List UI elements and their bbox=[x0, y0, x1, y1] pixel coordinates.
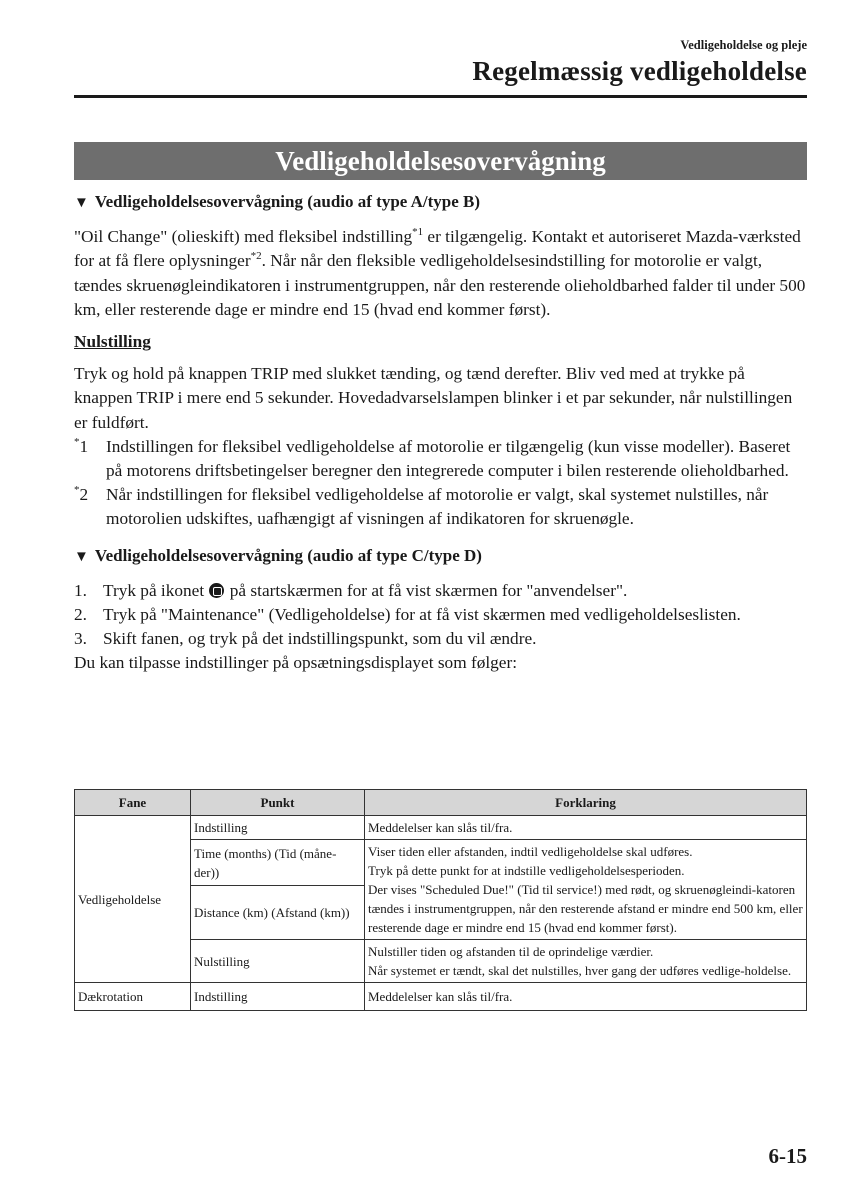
down-triangle-icon: ▼ bbox=[74, 195, 89, 211]
step-list bbox=[74, 579, 807, 652]
table-header-row bbox=[75, 790, 807, 816]
header-rule bbox=[74, 95, 807, 98]
forklaring-cell: Nulstiller tiden og afstanden til de oprindelige værdier. Når systemet er tændt, skal det nulstilles, hver gang der udføres vedlige-holdelse. bbox=[365, 940, 807, 983]
punkt-cell: Indstilling bbox=[191, 983, 365, 1011]
section2-heading: ▼ Vedligeholdelsesovervågning (audio af type C/type D) bbox=[74, 545, 482, 565]
punkt-cell: Nulstilling bbox=[191, 940, 365, 983]
section-banner: Vedligeholdelsesovervågning bbox=[74, 142, 807, 180]
reset-heading: Nulstilling bbox=[74, 332, 151, 352]
maintenance-table bbox=[74, 789, 807, 1011]
column-header-fane: Fane bbox=[75, 790, 191, 816]
list-item: 2. Tryk på "Maintenance" (Vedligeholdelse) for at få vist skærmen med vedligeholdelseslisten. bbox=[74, 605, 741, 625]
column-header-forklaring: Forklaring bbox=[365, 790, 807, 816]
punkt-cell: Indstilling bbox=[191, 816, 365, 840]
chapter-label: Vedligeholdelse og pleje bbox=[680, 38, 807, 52]
tab-cell-daekrotation: Dækrotation bbox=[75, 983, 191, 1011]
section1-heading: ▼ Vedligeholdelsesovervågning (audio af type A/type B) bbox=[74, 192, 481, 211]
main-content bbox=[74, 190, 807, 676]
punkt-cell: Time (months) (Tid (måne-der)) bbox=[191, 840, 365, 886]
table-row bbox=[75, 816, 807, 840]
down-triangle-icon: ▼ bbox=[74, 548, 89, 565]
forklaring-cell: Viser tiden eller afstanden, indtil vedligeholdelse skal udføres. Tryk på dette punkt for at indstille vedligeholdelsesperioden. Der vises "Scheduled Due!" (Tid til service!) med rødt, og skruenøgleindi-katoren tændes i instrumentgruppen, når den resterende afstand er mindre end 500 km, eller resterende dage er mindre end 15 (hvad end kommer først). bbox=[365, 840, 807, 940]
section1-paragraph: "Oil Change" (olieskift) med fleksibel indstilling$^{*1}$ er tilgængelig. Kontakt et autoriseret Mazda-værksted for at få flere oplysninger$^{*2}$. Når når den fleksible vedligeholdelsesindstilling for motorolie er valgt, tændes skruenøgleindikatoren i instrumentgruppen, når den resterende olieholdbarhed falder til under 500 km, eller resterende dage er mindre end 15 (hvad end kommer først). bbox=[74, 226, 806, 319]
table-intro: Du kan tilpasse indstillinger på opsætningsdisplayet som følger: bbox=[74, 653, 518, 673]
footnote-1: *1 Indstillingen for fleksibel vedligeholdelse af motorolie er tilgængelig (kun visse modeller). Baseret på motorens driftsbetingelser beregner den integrerede computer i bilen resterende olieholdbarhed. bbox=[74, 436, 791, 481]
footnote-2: *2 Når indstillingen for fleksibel vedligeholdelse af motorolie er valgt, skal systemet nulstilles, når motorolien udskiftes, uafhængigt af visningen af indikatoren for skruenøgle. bbox=[74, 484, 769, 529]
punkt-cell: Distance (km) (Afstand (km)) bbox=[191, 886, 365, 940]
table-row bbox=[75, 983, 807, 1011]
page-title: Regelmæssig vedligeholdelse bbox=[472, 56, 807, 86]
list-item: 1. Tryk på ikonet på startskærmen for at få vist skærmen for "anvendelser". bbox=[74, 580, 628, 600]
forklaring-cell: Meddelelser kan slås til/fra. bbox=[365, 983, 807, 1011]
forklaring-cell: Meddelelser kan slås til/fra. bbox=[365, 816, 807, 840]
apps-icon bbox=[209, 583, 224, 598]
page-number: 6-15 bbox=[768, 1144, 807, 1168]
list-item: 3. Skift fanen, og tryk på det indstillingspunkt, som du vil ændre. bbox=[74, 629, 537, 649]
tab-cell-vedligeholdelse: Vedligeholdelse bbox=[75, 816, 191, 983]
reset-text: Tryk og hold på knappen TRIP med slukket tænding, og tænd derefter. Bliv ved med at trykke på knappen TRIP i mere end 5 sekunder. Hovedadvarselslampen blinker i et par sekunder, når nulstillingen er fuldført. bbox=[74, 364, 793, 432]
column-header-punkt: Punkt bbox=[191, 790, 365, 816]
